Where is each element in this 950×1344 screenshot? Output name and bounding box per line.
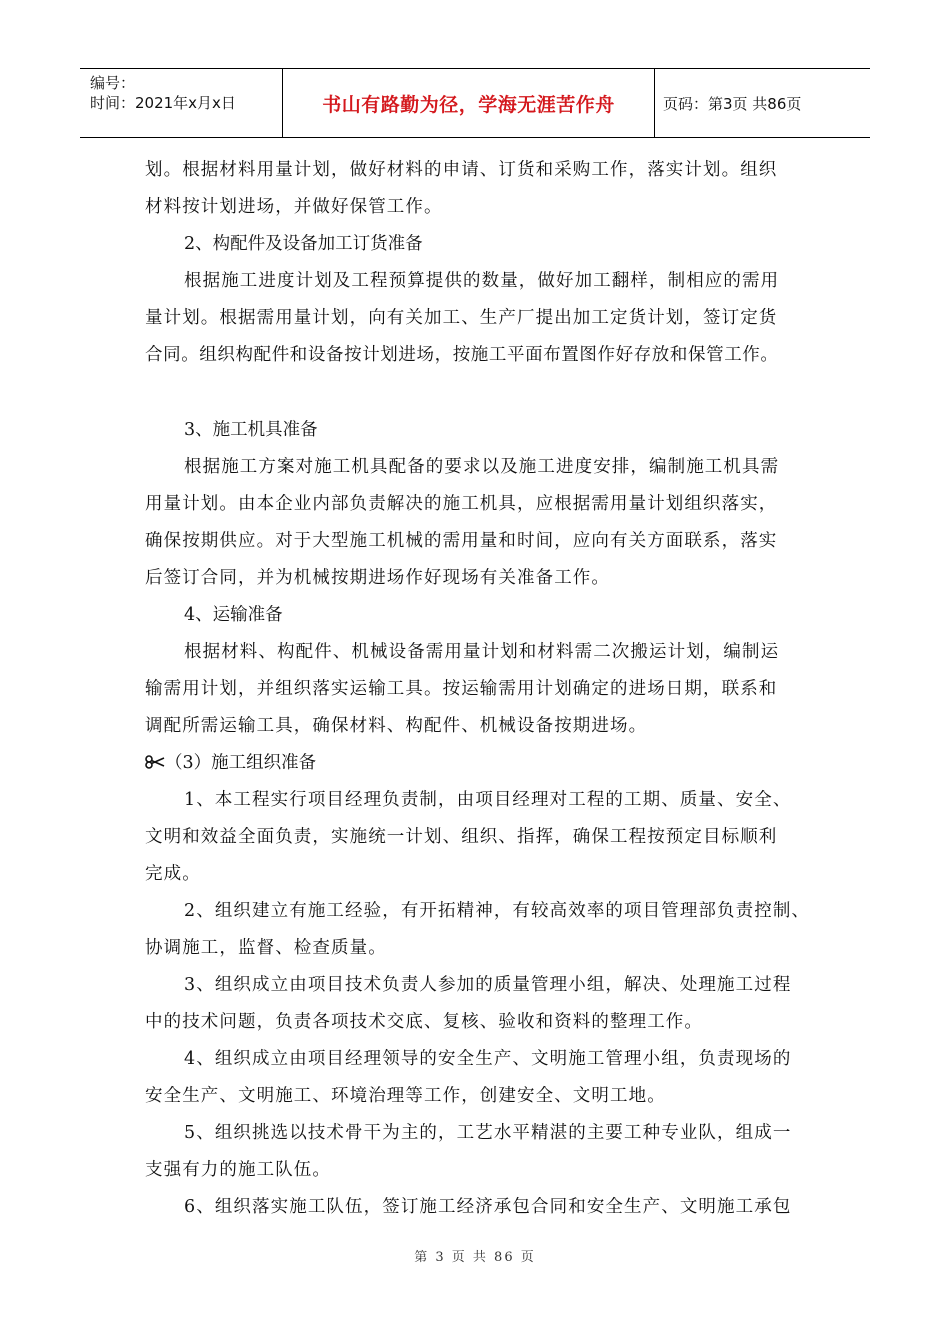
body-line: 1、本工程实行项目经理负责制，由项目经理对工程的工期、质量、安全、 <box>184 790 792 810</box>
document-number-label: 编号： <box>90 74 136 92</box>
body-line: 根据施工进度计划及工程预算提供的数量，做好加工翻样，制相应的需用 <box>184 271 780 291</box>
body-line: 后签订合同，并为机械按期进场作好现场有关准备工作。 <box>145 568 610 588</box>
page-header <box>80 68 870 138</box>
body-line: 4、组织成立由项目经理领导的安全生产、文明施工管理小组，负责现场的 <box>184 1049 792 1069</box>
section-heading: 3、施工机具准备 <box>184 420 318 440</box>
body-line: 支强有力的施工队伍。 <box>145 1160 331 1180</box>
body-line: 调配所需运输工具，确保材料、构配件、机械设备按期进场。 <box>145 716 648 736</box>
section-heading: 2、构配件及设备加工订货准备 <box>184 234 423 254</box>
body-line: 根据材料、构配件、机械设备需用量计划和材料需二次搬运计划，编制运 <box>184 642 780 662</box>
body-line: 用量计划。由本企业内部负责解决的施工机具，应根据需用量计划组织落实， <box>145 494 778 514</box>
body-line: 划。根据材料用量计划，做好材料的申请、订货和采购工作，落实计划。组织 <box>145 160 778 180</box>
body-line: 协调施工，监督、检查质量。 <box>145 938 387 958</box>
header-page-info: 页码：第3页 共86页 <box>663 94 802 113</box>
body-line: 文明和效益全面负责，实施统一计划、组织、指挥，确保工程按预定目标顺利 <box>145 827 778 847</box>
body-line: 材料按计划进场，并做好保管工作。 <box>145 197 443 217</box>
header-meta <box>80 69 283 137</box>
body-line: 安全生产、文明施工、环境治理等工作，创建安全、文明工地。 <box>145 1086 666 1106</box>
body-line: 完成。 <box>145 864 201 884</box>
body-line: 量计划。根据需用量计划，向有关加工、生产厂提出加工定货计划，签订定货 <box>145 308 778 328</box>
body-line: 3、组织成立由项目技术负责人参加的质量管理小组，解决、处理施工过程 <box>184 975 792 995</box>
section-heading: 4、运输准备 <box>184 605 283 625</box>
scissors-bullet-icon <box>145 752 165 766</box>
document-time: 时间：2021年x月x日 <box>90 94 236 112</box>
body-line: 2、组织建立有施工经验，有开拓精神，有较高效率的项目管理部负责控制、 <box>184 901 811 921</box>
body-line: 输需用计划，并组织落实运输工具。按运输需用计划确定的进场日期，联系和 <box>145 679 778 699</box>
body-line: 根据施工方案对施工机具配备的要求以及施工进度安排，编制施工机具需 <box>184 457 780 477</box>
subsection-heading <box>145 751 316 775</box>
header-motto: 书山有路勤为径，学海无涯苦作舟 <box>283 69 655 137</box>
subsection-title: （3）施工组织准备 <box>165 753 317 773</box>
body-line: 6、组织落实施工队伍，签订施工经济承包合同和安全生产、文明施工承包 <box>184 1197 792 1217</box>
body-line: 合同。组织构配件和设备按计划进场，按施工平面布置图作好存放和保管工作。 <box>145 345 779 365</box>
body-line: 5、组织挑选以技术骨干为主的，工艺水平精湛的主要工种专业队，组成一 <box>184 1123 792 1143</box>
body-line: 确保按期供应。对于大型施工机械的需用量和时间，应向有关方面联系，落实 <box>145 531 778 551</box>
body-line: 中的技术问题，负责各项技术交底、复核、验收和资料的整理工作。 <box>145 1012 703 1032</box>
page-footer: 第 3 页 共 86 页 <box>414 1250 536 1265</box>
